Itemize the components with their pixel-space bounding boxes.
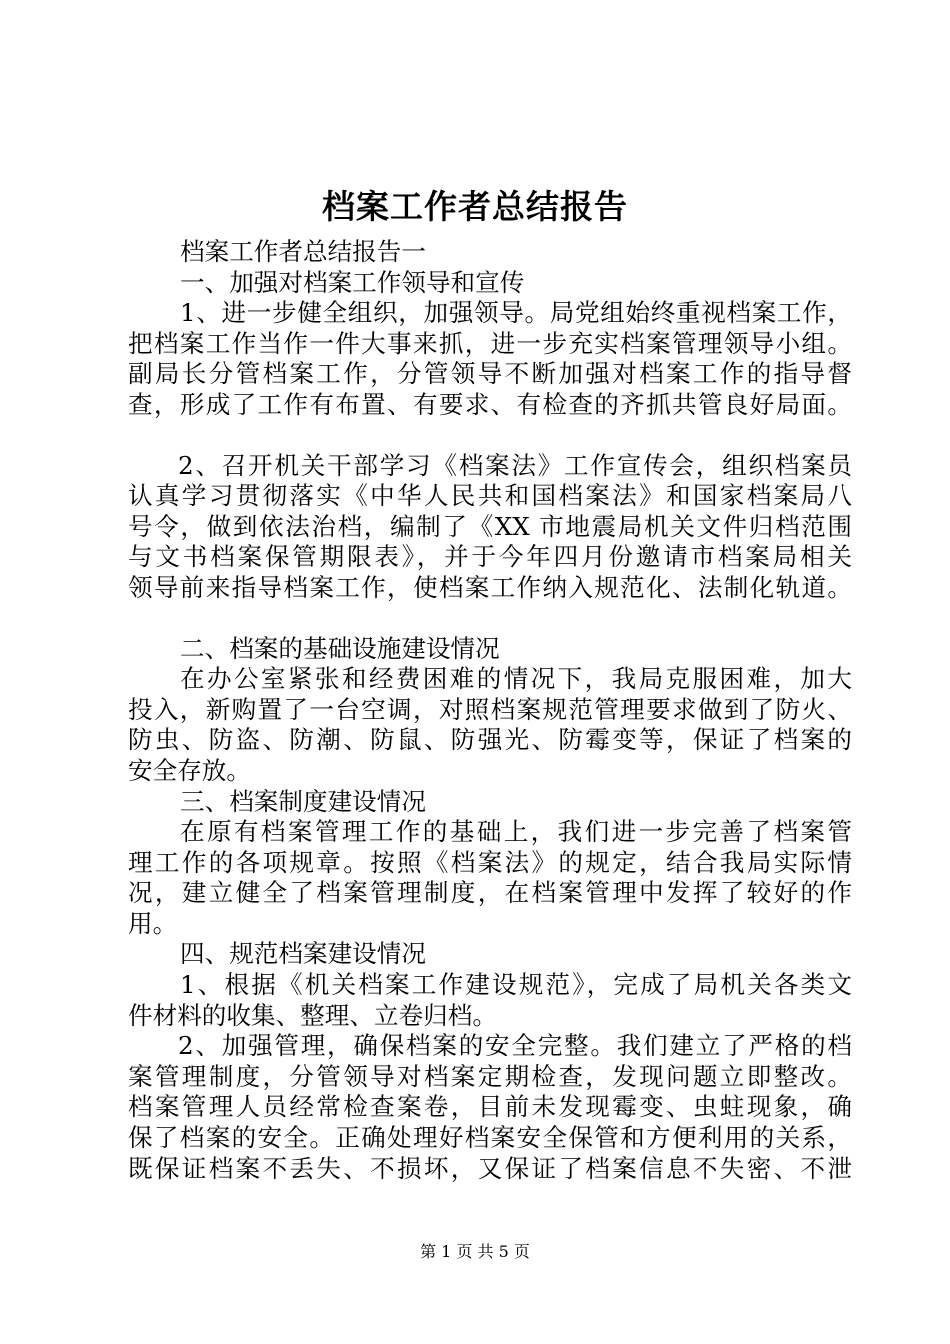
paragraph-gap <box>128 604 852 634</box>
paragraph-line: 在办公室紧张和经费困难的情况下，我局克服困难，加大 <box>180 664 852 694</box>
paragraph-line: 防虫、防盗、防潮、防鼠、防强光、防霉变等，保证了档案的 <box>128 725 852 755</box>
paragraph-line: 安全存放。 <box>128 755 251 785</box>
paragraph-gap <box>128 421 852 451</box>
paragraph-line: 保了档案的安全。正确处理好档案安全保管和方便利用的关系， <box>128 1123 852 1153</box>
paragraph-line: 件材料的收集、整理、立卷归档。 <box>128 1000 497 1030</box>
document-body <box>128 237 852 1184</box>
paragraph-line: 认真学习贯彻落实《中华人民共和国档案法》和国家档案局八 <box>128 481 852 511</box>
paragraph-line: 用。 <box>128 908 178 938</box>
paragraph-line: 理工作的各项规章。按照《档案法》的规定，结合我局实际情 <box>128 847 852 877</box>
paragraph-line: 况，建立健全了档案管理制度，在档案管理中发挥了较好的作 <box>128 878 852 908</box>
paragraph-line: 查，形成了工作有布置、有要求、有检查的齐抓共管良好局面。 <box>128 389 852 419</box>
paragraph-line: 1、进一步健全组织，加强领导。局党组始终重视档案工作， <box>180 298 852 328</box>
paragraph-line: 2、召开机关干部学习《档案法》工作宣传会，组织档案员 <box>178 450 852 480</box>
section-heading: 二、档案的基础设施建设情况 <box>180 633 500 663</box>
paragraph-line: 副局长分管档案工作，分管领导不断加强对档案工作的指导督 <box>128 359 852 389</box>
paragraph-line: 把档案工作当作一件大事来抓，进一步充实档案管理领导小组。 <box>128 328 852 358</box>
paragraph-line: 领导前来指导档案工作，使档案工作纳入规范化、法制化轨道。 <box>128 572 852 602</box>
paragraph-line: 投入，新购置了一台空调，对照档案规范管理要求做到了防火、 <box>128 694 852 724</box>
document-subtitle: 档案工作者总结报告一 <box>180 237 426 266</box>
section-heading: 四、规范档案建设情况 <box>180 939 426 969</box>
paragraph-line: 档案管理人员经常检查案卷，目前未发现霉变、虫蛀现象，确 <box>128 1092 852 1122</box>
paragraph-line: 号令，做到依法治档，编制了《XX 市地震局机关文件归档范围 <box>128 511 852 541</box>
paragraph-line: 与文书档案保管期限表》，并于今年四月份邀请市档案局相关 <box>128 542 852 572</box>
paragraph-line: 案管理制度，分管领导对档案定期检查，发现问题立即整改。 <box>128 1061 852 1091</box>
document-title: 档案工作者总结报告 <box>322 187 628 226</box>
page-number: 第 1 页 共 5 页 <box>420 1242 530 1261</box>
section-heading: 三、档案制度建设情况 <box>180 786 426 816</box>
paragraph-line: 2、加强管理，确保档案的安全完整。我们建立了严格的档 <box>178 1031 852 1061</box>
section-heading: 一、加强对档案工作领导和宣传 <box>180 267 525 297</box>
paragraph-line: 1、根据《机关档案工作建设规范》，完成了局机关各类文 <box>180 970 852 1000</box>
paragraph-line: 在原有档案管理工作的基础上，我们进一步完善了档案管 <box>180 817 852 847</box>
paragraph-line: 既保证档案不丢失、不损坏，又保证了档案信息不失密、不泄 <box>128 1153 852 1183</box>
